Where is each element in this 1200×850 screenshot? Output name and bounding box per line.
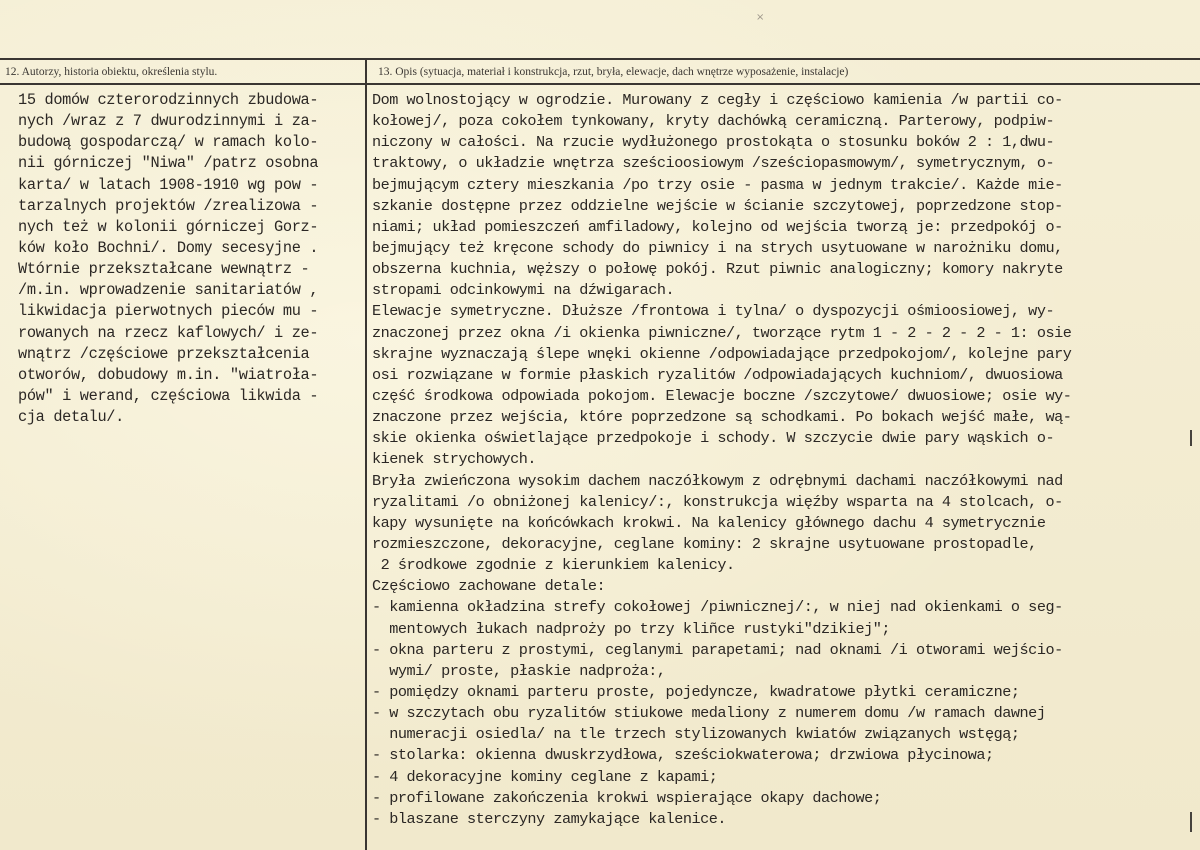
text-line: - okna parteru z prostymi, ceglanymi parapetami; nad oknami /i otworami wejścio-: [372, 640, 1063, 659]
right-column-header: 13. Opis (sytuacja, materiał i konstrukcja, rzut, bryła, elewacje, dach wnętrze wyposażenie, instalacje): [378, 66, 849, 78]
text-line: Elewacje symetryczne. Dłuższe /frontowa i tylna/ o dyspozycji ośmioosiowej, wy-: [372, 302, 1055, 321]
text-line: numeracji osiedla/ na tle trzech stylizowanych kwiatów związanych wstęgą;: [372, 725, 1020, 744]
text-line: skie okienka oświetlające przedpokoje i schody. W szczycie dwie pary wąskich o-: [372, 429, 1055, 448]
text-line: - kamienna okładzina strefy cokołowej /piwnicznej/:, w niej nad okienkami o seg-: [372, 598, 1063, 617]
text-line: - profilowane zakończenia krokwi wspierające okapy dachowe;: [372, 788, 882, 807]
text-line: niami; układ pomieszczeń amfiladowy, kolejno od wejścia tworzą je: przedpokój o-: [372, 217, 1063, 236]
text-line: ków koło Bochni/. Domy secesyjne .: [18, 238, 319, 257]
header-rule: [0, 83, 1200, 85]
text-line: część środkowa odpowiada pokojom. Elewacje boczne /szczytowe/ dwuosiowe; osie wy-: [372, 386, 1072, 405]
text-line: nych też w kolonii górniczej Gorz-: [18, 217, 319, 236]
text-line: kapy wysunięte na końcówkach krokwi. Na kalenicy głównego dachu 4 symetrycznie: [372, 513, 1046, 532]
text-line: - blaszane sterczyny zamykające kalenice.: [372, 809, 726, 828]
text-line: Bryła zwieńczona wysokim dachem naczółkowym z odrębnymi dachami naczółkowymi nad: [372, 471, 1063, 490]
text-line: osi rozwiązane w formie płaskich ryzalitów /odpowiadających kuchniom/, dwuosiowa: [372, 365, 1063, 384]
text-line: - pomiędzy oknami parteru proste, pojedyncze, kwadratowe płytki ceramiczne;: [372, 682, 1020, 701]
text-line: 2 środkowe zgodnie z kierunkiem kalenicy.: [372, 556, 735, 575]
left-column-header: 12. Autorzy, historia obiektu, określenia stylu.: [5, 66, 218, 78]
text-line: skrajne wyznaczają ślepe wnęki okienne /odpowiadające przedpokojom/, kolejne pary: [372, 344, 1072, 363]
top-rule: [0, 58, 1200, 60]
text-line: traktowy, o układzie wnętrza sześcioosiowym /sześciopasmowym/, symetrycznym, o-: [372, 154, 1055, 173]
text-line: pów" i werand, częściowa likwida -: [18, 386, 319, 405]
text-line: budową gospodarczą/ w ramach kolo-: [18, 133, 319, 152]
text-line: Wtórnie przekształcane wewnątrz -: [18, 260, 310, 279]
text-line: niczony w całości. Na rzucie wydłużonego prostokąta o stosunku boków 2 : 1,dwu-: [372, 133, 1055, 152]
text-line: rozmieszczone, dekoracyjne, ceglane kominy: 2 skrajne usytuowane prostopadle,: [372, 534, 1037, 553]
text-line: /m.in. wprowadzenie sanitariatów ,: [18, 281, 319, 300]
text-line: ryzalitami /o obniżonej kalenicy/:, konstrukcja więźby wsparta na 4 stolcach, o-: [372, 492, 1063, 511]
corner-mark: ×: [756, 12, 765, 23]
text-line: - stolarka: okienna dwuskrzydłowa, sześciokwaterowa; drzwiowa płycinowa;: [372, 746, 994, 765]
text-line: cja detalu/.: [18, 408, 124, 427]
text-line: otworów, dobudowy m.in. "wiatroła-: [18, 365, 319, 384]
text-line: stropami odcinkowymi na dźwigarach.: [372, 281, 675, 300]
text-line: bejmujący też kręcone schody do piwnicy i na strych usytuowane w narożniku domu,: [372, 238, 1063, 257]
text-line: nych /wraz z 7 dwurodzinnymi i za-: [18, 112, 319, 131]
text-line: rowanych na rzecz kaflowych/ i ze-: [18, 323, 319, 342]
text-line: Dom wolnostojący w ogrodzie. Murowany z cegły i częściowo kamienia /w partii co-: [372, 91, 1063, 109]
text-line: - 4 dekoracyjne kominy ceglane z kapami;: [372, 767, 718, 786]
text-line: Częściowo zachowane detale:: [372, 577, 606, 596]
text-line: kołowej/, poza cokołem tynkowany, kryty dachówką ceramiczną. Parterowy, podpiw-: [372, 112, 1055, 131]
text-line: obszerna kuchnia, węższy o połowę pokój. Rzut piwnic analogiczny; komory nakryte: [372, 260, 1063, 279]
text-line: nii górniczej "Niwa" /patrz osobna: [18, 154, 319, 173]
text-line: szkanie dostępne przez oddzielne wejście w ścianie szczytowej, poprzedzone stop-: [372, 196, 1063, 215]
text-line: mentowych łukach nadproży po trzy kliñce rustyki"dzikiej";: [372, 619, 891, 638]
text-line: kienek strychowych.: [372, 450, 537, 469]
text-line: znaczonej przez okna /i okienka piwniczne/, tworzące rytm 1 - 2 - 2 - 2 - 1: osie: [372, 323, 1072, 342]
text-line: tarzalnych projektów /zrealizowa -: [18, 196, 319, 215]
text-line: likwidacja pierwotnych pieców mu -: [18, 302, 319, 321]
text-line: 15 domów czterorodzinnych zbudowa-: [18, 91, 319, 109]
column-divider: [365, 58, 367, 850]
text-line: karta/ w latach 1908-1910 wg pow -: [18, 175, 319, 194]
text-line: - w szczytach obu ryzalitów stiukowe medaliony z numerem domu /w ramach dawnej: [372, 704, 1046, 723]
text-line: wymi/ proste, płaskie nadproża:,: [372, 661, 666, 680]
text-line: wnątrz /częściowe przekształcenia: [18, 344, 310, 363]
text-line: bejmującym cztery mieszkania /po trzy osie - pasma w jednym trakcie/. Każde mie-: [372, 175, 1063, 194]
description-text: [372, 90, 1194, 830]
text-line: znaczone przez wejścia, które poprzedzone są schodkami. Po bokach wejść małe, wą-: [372, 408, 1072, 427]
authors-history-text: [18, 90, 363, 428]
